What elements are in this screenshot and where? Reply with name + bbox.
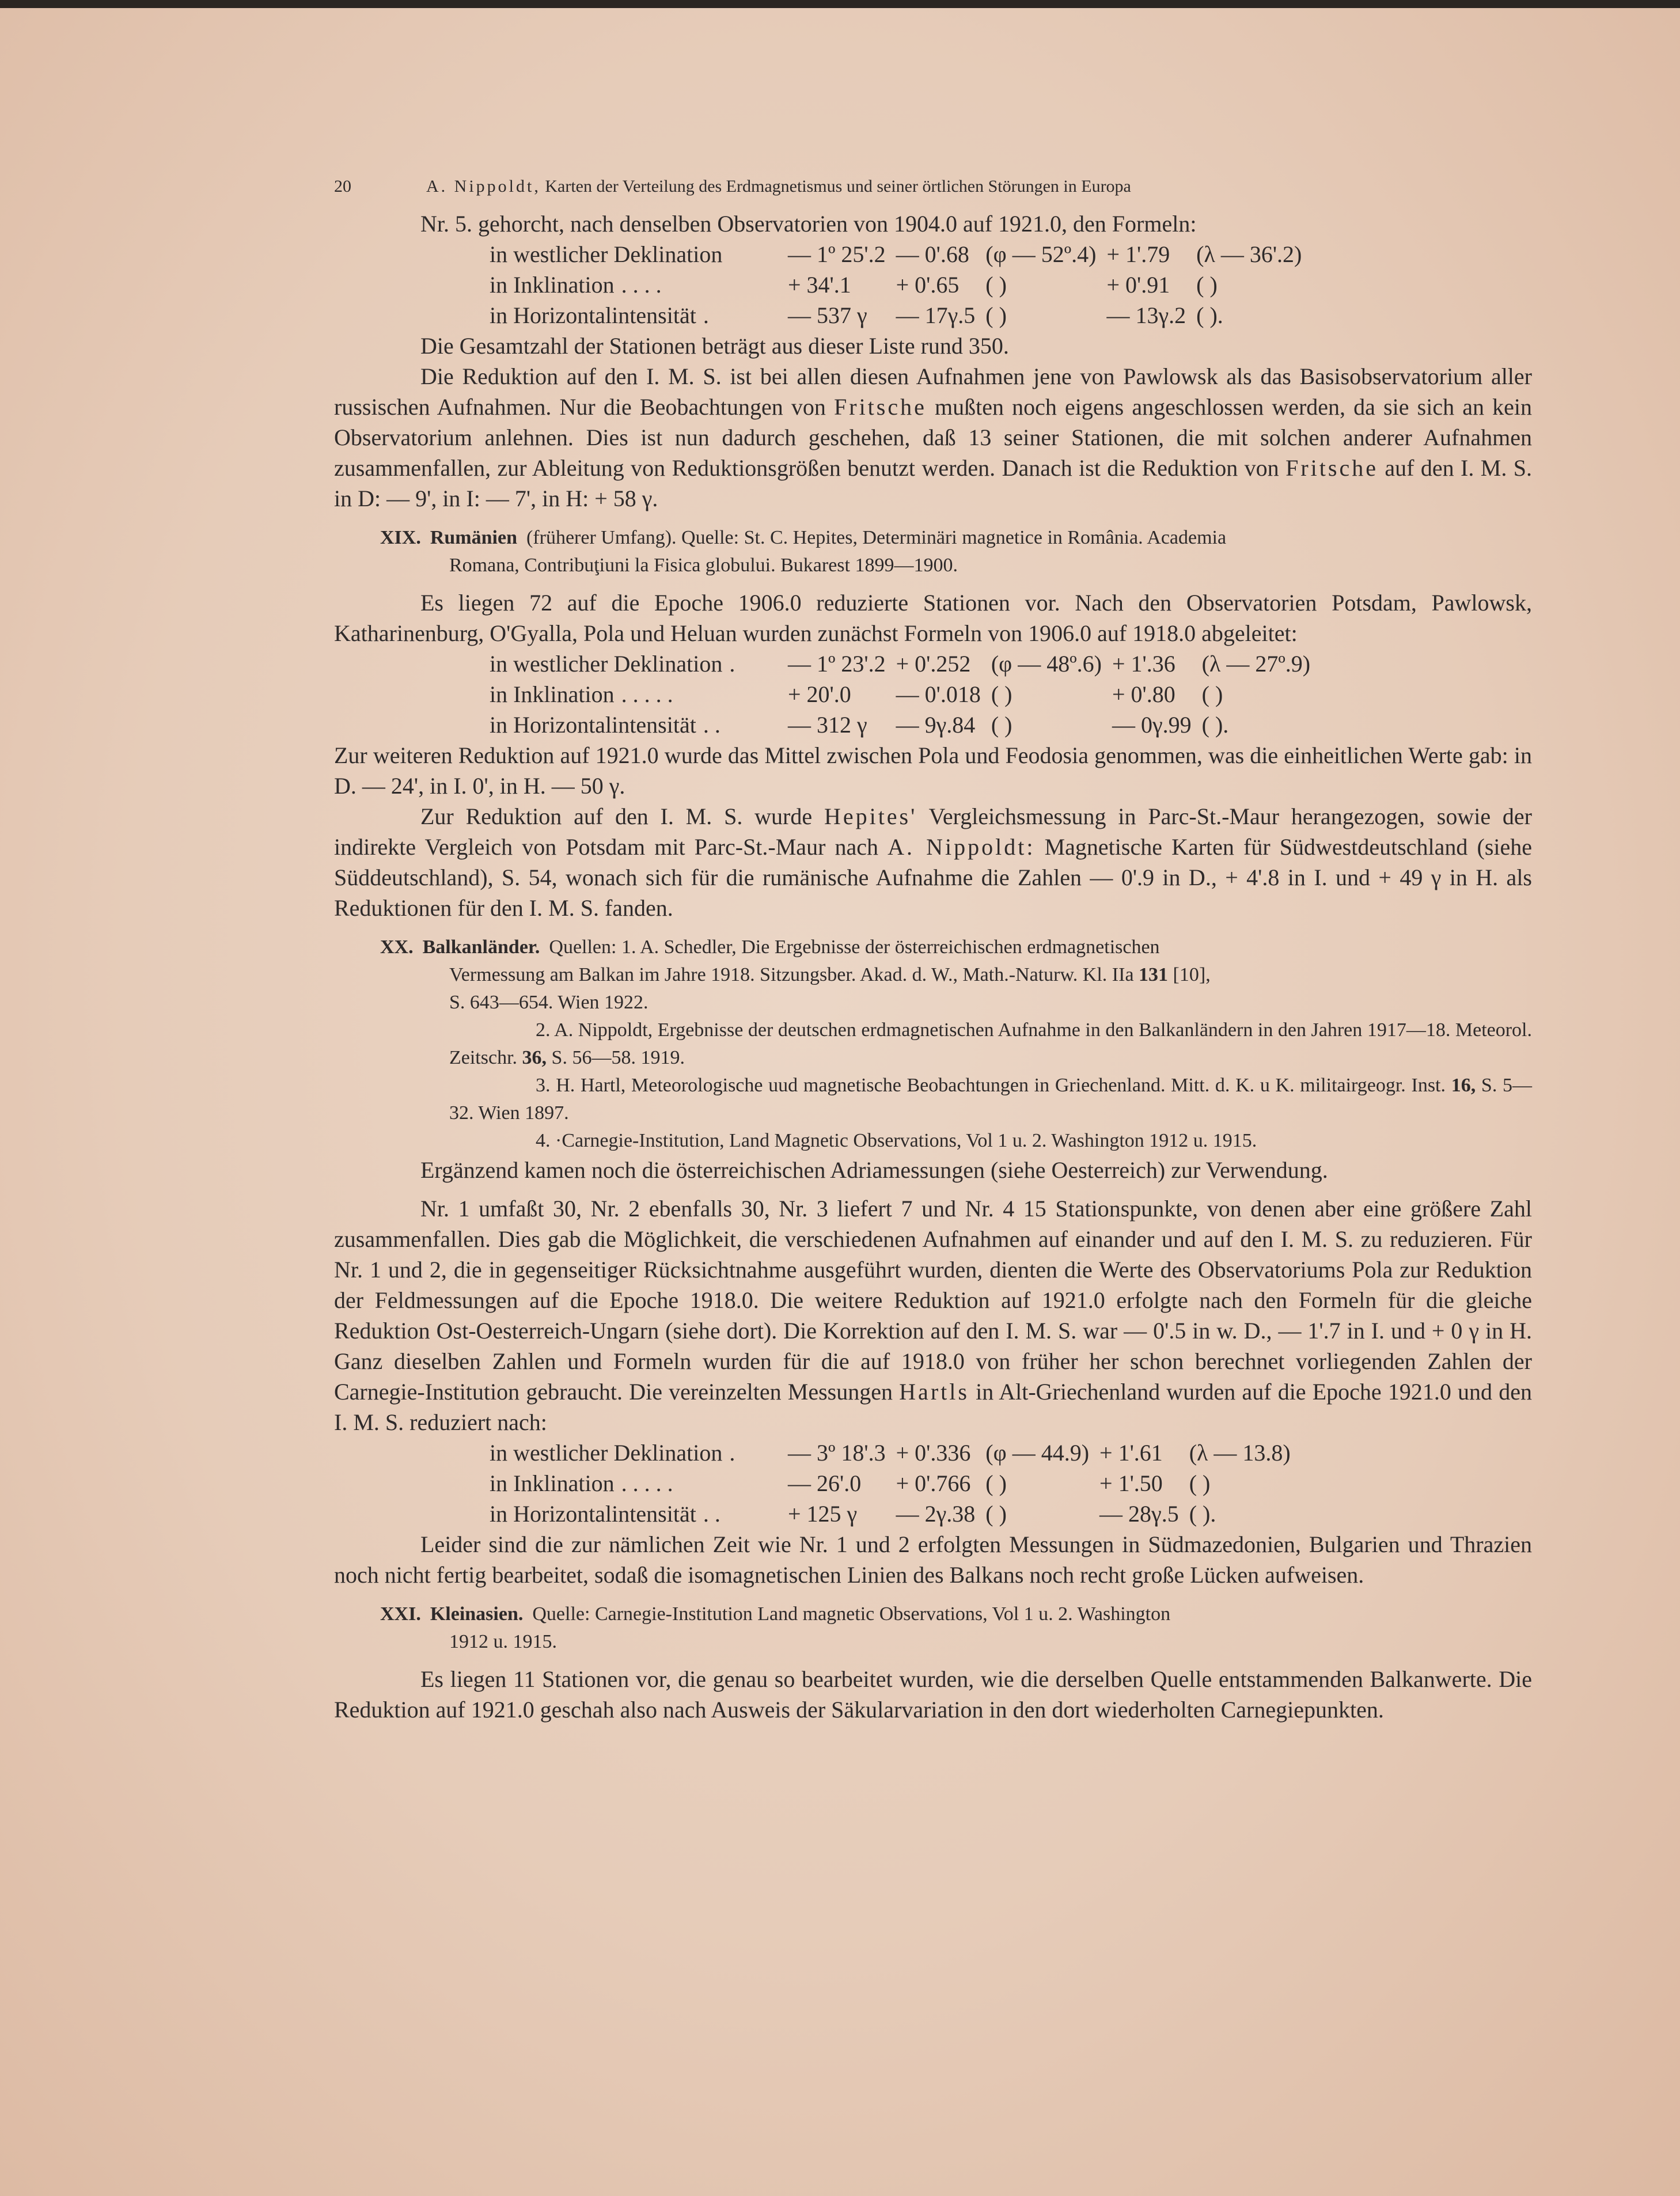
formula-term: (λ — 13.8) — [1189, 1440, 1291, 1466]
formula-term: + 1'.79 — [1106, 241, 1170, 267]
formula-row — [490, 1438, 1301, 1468]
formula-leader-dots: . — [729, 651, 735, 677]
section-xxi-heading — [380, 1600, 1532, 1628]
reduction-text-c: auf den I. M. S. in D: — 9', in I: — 7', in H: + 58 γ. — [334, 455, 1533, 511]
formula-term: ( ). — [1189, 1501, 1216, 1527]
formula-label — [490, 679, 788, 710]
formula-label-text: in Horizontalintensität — [490, 712, 696, 738]
formula-row — [490, 710, 1321, 740]
formula-leader-dots: . . . . . — [621, 681, 673, 707]
p2-text-b: in Alt-Griechenland wurden auf die Epoche 1921.0 und den I. M. S. reduziert nach: — [334, 1379, 1533, 1435]
formula-term: + 1'.50 — [1099, 1470, 1163, 1496]
formula-label-text: in Horizontalintensität — [490, 302, 696, 328]
formula-term: ( ) — [991, 681, 1012, 707]
p3-text-c: Magnetische Karten für Südwestdeutschland (siehe Süddeutschland), S. 54, wonach sich für die rumänische Aufnahme die Zahlen — 0'.9 in D., + 4'.8 in I. und + 49 γ in H. als Reduktionen für den I. M. S. fanden. — [334, 834, 1533, 921]
formula-term: ( ) — [1196, 272, 1218, 298]
header-author: A. Nippoldt, — [426, 177, 541, 196]
name-hepites: Hepites' — [824, 803, 917, 829]
formula-label — [490, 1468, 788, 1499]
source-2-volume: 36, — [522, 1047, 547, 1068]
formula-term: — 1º 25'.2 — [788, 241, 886, 267]
name-fritsche: Fritsche — [834, 394, 927, 420]
formula-term: ( ) — [985, 1470, 1007, 1496]
name-nippoldt: A. Nippoldt: — [888, 834, 1036, 860]
formula-leader-dots: . . . . — [621, 272, 662, 298]
source-1-volume: 131 — [1139, 964, 1169, 985]
running-header — [334, 173, 1532, 200]
page-content — [334, 173, 1532, 1725]
source-3-volume: 16, — [1451, 1075, 1476, 1096]
source-2 — [449, 1017, 1532, 1072]
reduction-text-b: mußten noch eigens angeschlossen werden, da sie sich an kein Observatorium anlehnen. Dies ist nun dadurch geschehen, daß 13 seiner Stationen, die mit solchen anderer Aufnahmen zusammenfallen, zur Ableitung von Reduktionsgrößen benutzt werden. Danach ist die Reduktion von — [334, 394, 1532, 481]
sec20-paragraph-2 — [334, 1193, 1532, 1438]
formula-term: + 20'.0 — [788, 681, 851, 707]
formula-table-3 — [490, 1438, 1301, 1529]
formula-term: — 312 γ — [788, 712, 867, 738]
running-title — [426, 173, 1532, 200]
section-xx — [334, 934, 1532, 1155]
p3-text-a: Zur Reduktion auf den I. M. S. wurde — [420, 803, 813, 829]
formula-label-text: in westlicher Deklination — [490, 1440, 723, 1466]
source-3 — [449, 1072, 1532, 1127]
formula-label-text: in westlicher Deklination — [490, 651, 723, 677]
section-number: XXI. — [380, 1603, 421, 1625]
formula-term: ( ) — [1189, 1470, 1211, 1496]
sec19-paragraph-3 — [334, 801, 1532, 923]
formula-leader-dots: . — [703, 302, 709, 328]
formula-term: — 9γ.84 — [896, 712, 976, 738]
formula-term: — 2γ.38 — [896, 1501, 976, 1527]
formula-label — [490, 1438, 788, 1468]
formula-term: ( ). — [1201, 712, 1229, 738]
formula-term: + 34'.1 — [788, 272, 851, 298]
formula-label — [490, 1499, 788, 1529]
formula-label — [490, 239, 788, 270]
formula-term: + 0'.65 — [896, 272, 960, 298]
formula-label — [490, 270, 788, 300]
formula-term: + 0'.766 — [896, 1470, 971, 1496]
source-continuation: 1912 u. 1915. — [449, 1631, 557, 1652]
source-1-text: Vermessung am Balkan im Jahre 1918. Sitzungsber. Akad. d. W., Math.-Naturw. Kl. IIa — [449, 964, 1134, 985]
sec21-paragraph-1: Es liegen 11 Stationen vor, die genau so bearbeitet wurden, wie die derselben Quelle entstammenden Balkanwerte. Die Reduktion auf 1921.0 geschah also nach Ausweis der Säkularvariation in den dort wiederholten Carnegiepunkten. — [334, 1666, 1532, 1723]
name-hartls: Hartls — [899, 1379, 969, 1405]
formula-row — [490, 239, 1312, 270]
p3-text-b: Vergleichsmessung in Parc-St.-Maur herangezogen, sowie der indirekte Vergleich von Potsdam mit Parc-St.-Maur nach — [334, 803, 1532, 860]
formula-term: — 0'.68 — [896, 241, 969, 267]
formula-leader-dots: . — [729, 1440, 735, 1466]
formula-term: ( ). — [1196, 302, 1223, 328]
formula-term: + 0'.80 — [1112, 681, 1175, 707]
formula-leader-dots: . . . . . — [621, 1470, 673, 1496]
formula-row — [490, 1499, 1301, 1529]
p2-text-a: Nr. 1 umfaßt 30, Nr. 2 ebenfalls 30, Nr. 3 liefert 7 und Nr. 4 15 Stationspunkte, von denen aber eine größere Zahl zusammenfallen. Dies gab die Möglichkeit, die verschiedenen Aufnahmen auf einander und auf den I. M. S. zu reduzieren. Für Nr. 1 und 2, die in gegenseitiger Rücksichtnahme ausgeführt wurden, dienten die Werte des Observatoriums Pola zur Reduktion der Feldmessungen auf die Epoche 1918.0. Die weitere Reduktion auf 1921.0 erfolgte nach den Formeln für die gleiche Reduktion Ost-Oesterreich-Ungarn (siehe dort). Die Korrektion auf den I. M. S. war — 0'.5 in w. D., — 1'.7 in I. und + 0 γ in H. Ganz dieselben Zahlen und Formeln wurden für die auf 1918.0 von früher her schon berechnet vorliegenden Zahlen der Carnegie-Institution gebraucht. Die vereinzelten Messungen — [334, 1196, 1532, 1405]
formula-row — [490, 300, 1312, 331]
formula-row — [490, 1468, 1301, 1499]
formula-label — [490, 300, 788, 331]
section-xix-heading — [380, 524, 1532, 552]
formula-term: — 3º 18'.3 — [788, 1440, 886, 1466]
source-3-pages: S. 5—32. Wien 1897. — [449, 1075, 1533, 1124]
source-continuation: Romana, Contribuţiuni la Fisica globului. Bukarest 1899—1900. — [449, 555, 958, 576]
formula-term: + 0'.91 — [1106, 272, 1170, 298]
sec20-paragraph-3: Leider sind die zur nämlichen Zeit wie Nr. 1 und 2 erfolgten Messungen in Südmazedonien, Bulgarien und Thrazien noch nicht fertig bearbeitet, sodaß die isomagnetischen Linien des Balkans noch recht große Lücken aufweisen. — [334, 1531, 1532, 1588]
formula-term: — 13γ.2 — [1106, 302, 1186, 328]
formula-term: (λ — 27º.9) — [1201, 651, 1311, 677]
source-line: Quelle: Carnegie-Institution Land magnetic Observations, Vol 1 u. 2. Washington — [532, 1603, 1171, 1625]
formula-leader-dots: . . — [703, 712, 720, 738]
formula-label-text: in westlicher Deklination — [490, 241, 723, 267]
section-xx-heading — [380, 934, 1532, 961]
formula-term: + 125 γ — [788, 1501, 858, 1527]
formula-leader-dots: . . — [703, 1501, 720, 1527]
source-2-pages: S. 56—58. 1919. — [551, 1047, 685, 1068]
reduction-text-a: Die Reduktion auf den I. M. S. ist bei allen diesen Aufnahmen jene von Pawlowsk als das Basisobservatorium aller russischen Aufnahmen. Nur die Beobachtungen von — [334, 363, 1532, 420]
formula-label-text: in Inklination — [490, 272, 615, 298]
section-number: XIX. — [380, 527, 421, 548]
formula-term: + 1'.61 — [1099, 1440, 1163, 1466]
formula-term: ( ) — [991, 712, 1012, 738]
section-xix — [334, 524, 1532, 579]
sec19-paragraph-2: Zur weiteren Reduktion auf 1921.0 wurde das Mittel zwischen Pola und Feodosia genommen, was die einheitlichen Werte gab: in D. — 24', in I. 0', in H. — 50 γ. — [334, 742, 1532, 799]
reduction-paragraph — [334, 361, 1532, 514]
source-3-text: 3. H. Hartl, Meteorologische uud magnetische Beobachtungen in Griechenland. Mitt. d. K. u K. militairgeogr. Inst. — [536, 1075, 1446, 1096]
section-number: XX. — [380, 936, 414, 958]
formula-label-text: in Inklination — [490, 1470, 615, 1496]
formula-term: + 0'.336 — [896, 1440, 971, 1466]
formula-term: — 28γ.5 — [1099, 1501, 1179, 1527]
formula-label-text: in Horizontalintensität — [490, 1501, 696, 1527]
header-title: Karten der Verteilung des Erdmagnetismus und seiner örtlichen Störungen in Europa — [545, 177, 1131, 196]
source-line: (früherer Umfang). Quelle: St. C. Hepites, Determinäri magnetice in România. Academia — [526, 527, 1227, 548]
formula-term: + 1'.36 — [1112, 651, 1175, 677]
formula-term: (φ — 44.9) — [985, 1440, 1090, 1466]
source-1-pages: S. 643—654. Wien 1922. — [449, 992, 649, 1013]
formula-term: — 0'.018 — [896, 681, 981, 707]
source-1-issue: [10], — [1173, 964, 1211, 985]
formula-term: — 537 γ — [788, 302, 867, 328]
name-fritsche-2: Fritsche — [1285, 455, 1378, 481]
formula-term: ( ) — [985, 272, 1007, 298]
formula-label — [490, 710, 788, 740]
total-stations: Die Gesamtzahl der Stationen beträgt aus dieser Liste rund 350. — [420, 333, 1009, 359]
formula-row — [490, 648, 1321, 679]
section-title: Balkanländer. — [422, 936, 540, 958]
source-1-continuation — [449, 961, 1532, 989]
source-1-line: Quellen: 1. A. Schedler, Die Ergebnisse der österreichischen erdmagnetischen — [549, 936, 1160, 958]
formula-term: ( ) — [1201, 681, 1223, 707]
section-title: Rumänien — [430, 527, 517, 548]
source-2-text: 2. A. Nippoldt, Ergebnisse der deutschen erdmagnetischen Aufnahme in den Balkanländern in den Jahren 1917—18. Meteorol. Zeitschr. — [449, 1019, 1532, 1068]
formula-term: — 0γ.99 — [1112, 712, 1192, 738]
source-4: 4. ·Carnegie-Institution, Land Magnetic Observations, Vol 1 u. 2. Washington 1912 u. 1915. — [536, 1130, 1257, 1151]
formula-term: — 1º 23'.2 — [788, 651, 886, 677]
intro-line: Nr. 5. gehorcht, nach denselben Observatorien von 1904.0 auf 1921.0, den Formeln: — [420, 211, 1197, 237]
formula-term: (λ — 36'.2) — [1196, 241, 1302, 267]
formula-term: — 26'.0 — [788, 1470, 862, 1496]
section-title: Kleinasien. — [430, 1603, 524, 1625]
formula-row — [490, 679, 1321, 710]
formula-label — [490, 648, 788, 679]
formula-term: (φ — 48º.6) — [991, 651, 1102, 677]
formula-term: + 0'.252 — [896, 651, 971, 677]
formula-term: ( ) — [985, 1501, 1007, 1527]
formula-row — [490, 270, 1312, 300]
formula-term: — 17γ.5 — [896, 302, 976, 328]
sec20-paragraph-1: Ergänzend kamen noch die österreichischen Adriamessungen (siehe Oesterreich) zur Verwendung. — [420, 1157, 1328, 1183]
section-xxi — [334, 1600, 1532, 1656]
formula-table-1 — [490, 239, 1312, 331]
formula-term: ( ) — [985, 302, 1007, 328]
page-number: 20 — [334, 177, 351, 196]
scan-border — [0, 0, 1680, 8]
formula-label-text: in Inklination — [490, 681, 615, 707]
formula-term: (φ — 52º.4) — [985, 241, 1097, 267]
formula-table-2 — [490, 648, 1321, 740]
sec19-paragraph-1: Es liegen 72 auf die Epoche 1906.0 reduzierte Stationen vor. Nach den Observatorien Potsdam, Pawlowsk, Katharinenburg, O'Gyalla, Pola und Heluan wurden zunächst Formeln von 1906.0 auf 1918.0 abgeleitet: — [334, 590, 1532, 646]
